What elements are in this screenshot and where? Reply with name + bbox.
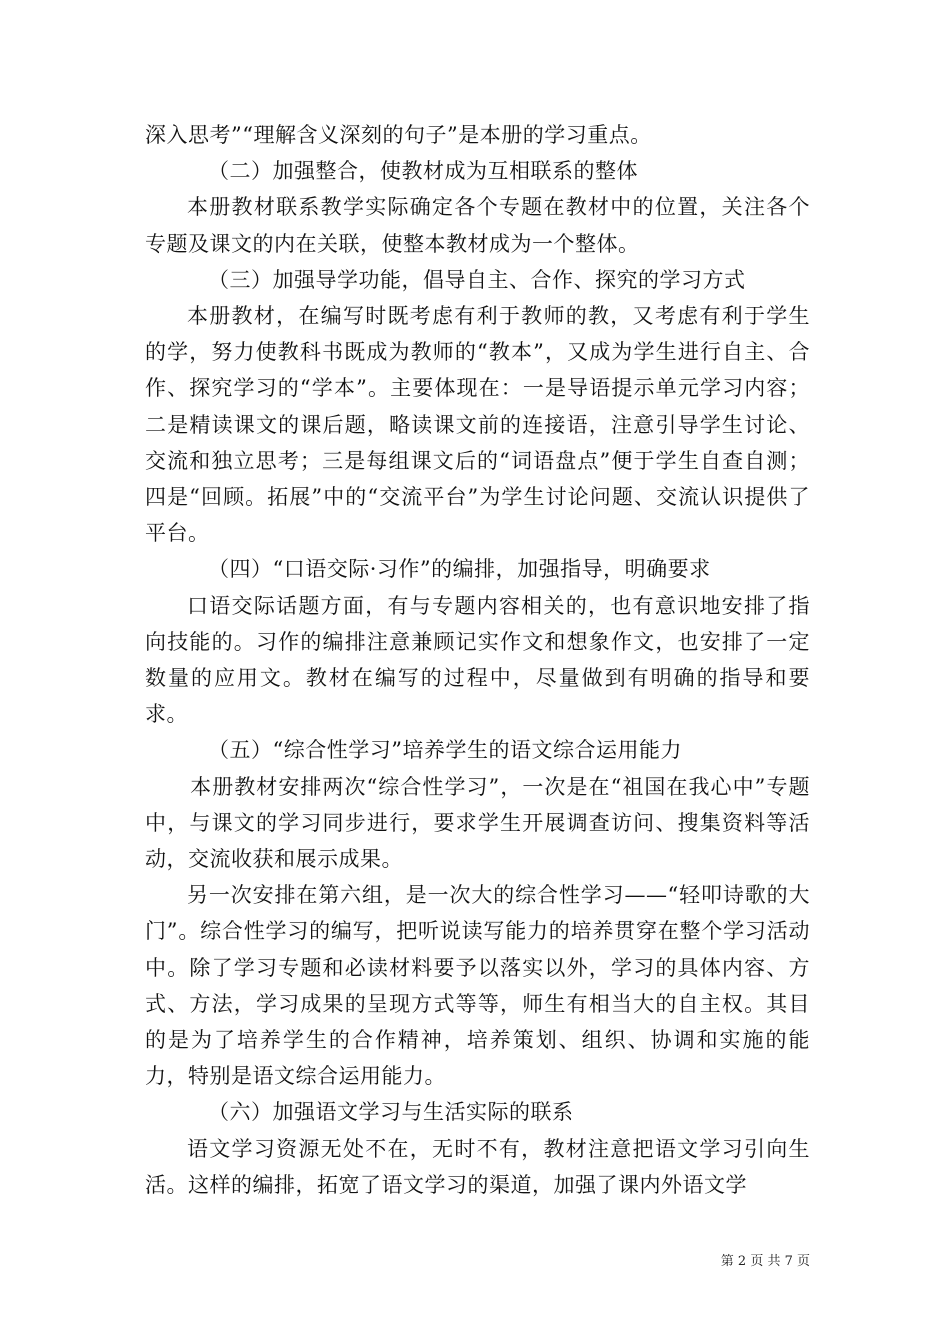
paragraph: 另一次安排在第六组，是一次大的综合性学习——“轻叩诗歌的大门”。综合性学习的编写，把听说读写能力的培养贯穿在整个学习活动中。除了学习专题和必读材料要予以落实以外，学习的具体内容、方式、方法，学习成果的呈现方式等等，师生有相当大的自主权。其目的是为了培养学生的合作精神，培养策划、组织、协调和实施的能力，特别是语文综合运用能力。	[145, 883, 810, 1089]
body-text	[145, 117, 810, 1203]
section-heading-2: （二）加强整合，使教材成为互相联系的整体	[208, 159, 638, 184]
paragraph-continuation: 深入思考”“理解含义深刻的句子”是本册的学习重点。	[145, 123, 652, 147]
paragraph: 本册教材联系教学实际确定各个专题在教材中的位置，关注各个专题及课文的内在关联，使整本教材成为一个整体。	[145, 195, 810, 256]
section-heading-6: （六）加强语文学习与生活实际的联系	[208, 1100, 574, 1125]
paragraph: 口语交际话题方面，有与专题内容相关的，也有意识地安排了指向技能的。习作的编排注意兼顾记实作文和想象作文，也安排了一定数量的应用文。教材在编写的过程中，尽量做到有明确的指导和要求。	[145, 593, 810, 727]
section-heading-3: （三）加强导学功能，倡导自主、合作、探究的学习方式	[208, 267, 746, 292]
section-heading-4: （四）“口语交际·习作”的编排，加强指导，明确要求	[208, 557, 711, 582]
paragraph: 本册教材安排两次“综合性学习”，一次是在“祖国在我心中”专题中，与课文的学习同步进行，要求学生开展调查访问、搜集资料等活动，交流收获和展示成果。	[145, 774, 810, 872]
section-heading-5: （五）“综合性学习”培养学生的语文综合运用能力	[208, 738, 682, 763]
paragraph: 语文学习资源无处不在，无时不有，教材注意把语文学习引向生活。这样的编排，拓宽了语文学习的渠道，加强了课内外语文学	[145, 1136, 810, 1197]
paragraph: 本册教材，在编写时既考虑有利于教师的教，又考虑有利于学生的学，努力使教科书既成为教师的“教本”，又成为学生进行自主、合作、探究学习的“学本”。主要体现在：一是导语提示单元学习内容；二是精读课文的课后题，略读课文前的连接语，注意引导学生讨论、交流和独立思考；三是每组课文后的“词语盘点”便于学生自查自测；四是“回顾。拓展”中的“交流平台”为学生讨论问题、交流认识提供了平台。	[145, 304, 810, 546]
page-number: 第 2 页 共 7 页	[720, 1254, 810, 1269]
